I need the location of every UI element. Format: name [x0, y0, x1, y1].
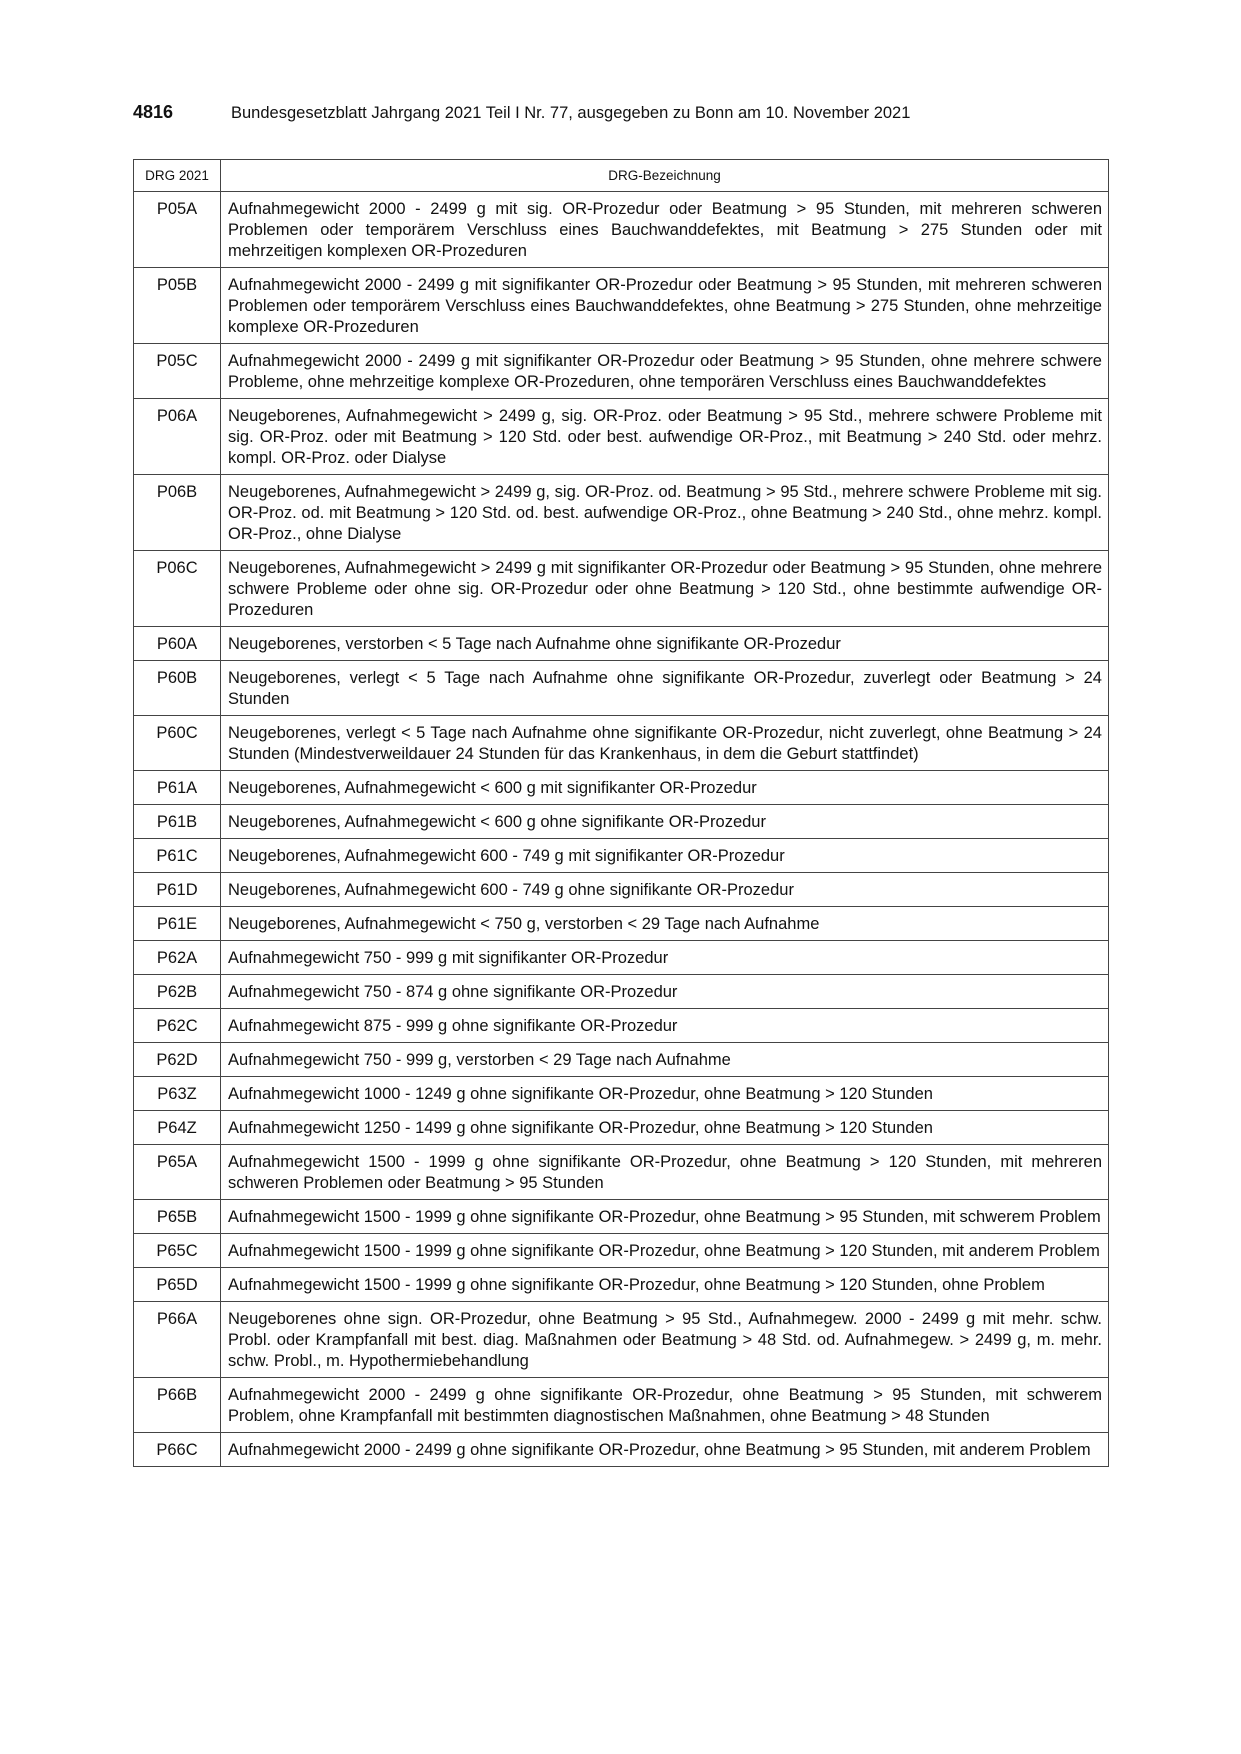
table-row	[134, 873, 1109, 907]
table-row	[134, 192, 1109, 268]
table-row	[134, 268, 1109, 344]
drg-code: P61E	[134, 907, 221, 941]
table-row	[134, 1043, 1109, 1077]
table-row	[134, 1077, 1109, 1111]
drg-description: Aufnahmegewicht 2000 - 2499 g mit signifikanter OR-Prozedur oder Beatmung > 95 Stunden, mit mehreren schweren Problemen oder temporärem Verschluss eines Bauchwanddefektes, ohne Beatmung > 275 Stunden, ohne mehrzeitige komplexe OR-Prozeduren	[221, 268, 1109, 344]
table-row	[134, 627, 1109, 661]
drg-description: Aufnahmegewicht 750 - 874 g ohne signifikante OR-Prozedur	[221, 975, 1109, 1009]
drg-code: P62B	[134, 975, 221, 1009]
drg-code: P60B	[134, 661, 221, 716]
drg-description: Aufnahmegewicht 1250 - 1499 g ohne signifikante OR-Prozedur, ohne Beatmung > 120 Stunden	[221, 1111, 1109, 1145]
drg-code: P61B	[134, 805, 221, 839]
drg-code: P62D	[134, 1043, 221, 1077]
drg-code: P66A	[134, 1302, 221, 1378]
drg-code: P60A	[134, 627, 221, 661]
table-row	[134, 771, 1109, 805]
drg-description: Aufnahmegewicht 1000 - 1249 g ohne signifikante OR-Prozedur, ohne Beatmung > 120 Stunden	[221, 1077, 1109, 1111]
table-row	[134, 716, 1109, 771]
table-header-row	[134, 160, 1109, 192]
table-row	[134, 661, 1109, 716]
table-row	[134, 1200, 1109, 1234]
table-row	[134, 1009, 1109, 1043]
drg-description: Neugeborenes, Aufnahmegewicht > 2499 g mit signifikanter OR-Prozedur oder Beatmung > 95 Stunden, ohne mehrere schwere Probleme oder ohne sig. OR-Prozedur oder ohne Beatmung > 120 Std., ohne bestimmte aufwendige OR-Prozeduren	[221, 551, 1109, 627]
table-row	[134, 839, 1109, 873]
drg-code: P61A	[134, 771, 221, 805]
drg-code: P05A	[134, 192, 221, 268]
table-row	[134, 805, 1109, 839]
drg-description: Aufnahmegewicht 750 - 999 g, verstorben < 29 Tage nach Aufnahme	[221, 1043, 1109, 1077]
publication-title: Bundesgesetzblatt Jahrgang 2021 Teil I Nr. 77, ausgegeben zu Bonn am 10. November 2021	[231, 104, 911, 122]
drg-description: Neugeborenes ohne sign. OR-Prozedur, ohne Beatmung > 95 Std., Aufnahmegew. 2000 - 2499 g mit mehr. schw. Probl. oder Krampfanfall mit best. diag. Maßnahmen oder Beatmung > 48 Std. od. Aufnahmegew. > 2499 g, m. mehr. schw. Probl., m. Hypothermiebehandlung	[221, 1302, 1109, 1378]
drg-code: P65B	[134, 1200, 221, 1234]
table-row	[134, 399, 1109, 475]
drg-code: P65A	[134, 1145, 221, 1200]
drg-code: P06A	[134, 399, 221, 475]
table-row	[134, 344, 1109, 399]
drg-description: Neugeborenes, verlegt < 5 Tage nach Aufnahme ohne signifikante OR-Prozedur, zuverlegt oder Beatmung > 24 Stunden	[221, 661, 1109, 716]
drg-description: Aufnahmegewicht 1500 - 1999 g ohne signifikante OR-Prozedur, ohne Beatmung > 95 Stunden, mit schwerem Problem	[221, 1200, 1109, 1234]
drg-description: Aufnahmegewicht 2000 - 2499 g ohne signifikante OR-Prozedur, ohne Beatmung > 95 Stunden, mit anderem Problem	[221, 1433, 1109, 1467]
drg-code: P61C	[134, 839, 221, 873]
table-row	[134, 941, 1109, 975]
table-row	[134, 551, 1109, 627]
table-row	[134, 1145, 1109, 1200]
drg-description: Neugeborenes, verlegt < 5 Tage nach Aufnahme ohne signifikante OR-Prozedur, nicht zuverlegt, ohne Beatmung > 24 Stunden (Mindestverweildauer 24 Stunden für das Krankenhaus, in dem die Geburt stattfindet)	[221, 716, 1109, 771]
page-header	[133, 101, 1111, 125]
drg-code: P05C	[134, 344, 221, 399]
drg-code: P60C	[134, 716, 221, 771]
drg-code: P63Z	[134, 1077, 221, 1111]
drg-description: Neugeborenes, Aufnahmegewicht < 600 g ohne signifikante OR-Prozedur	[221, 805, 1109, 839]
drg-description: Aufnahmegewicht 750 - 999 g mit signifikanter OR-Prozedur	[221, 941, 1109, 975]
table-body	[134, 192, 1109, 1467]
drg-table	[133, 159, 1109, 1467]
drg-description: Neugeborenes, Aufnahmegewicht > 2499 g, sig. OR-Proz. od. Beatmung > 95 Std., mehrere schwere Probleme mit sig. OR-Proz. od. mit Beatmung > 120 Std. od. best. aufwendige OR-Proz., ohne Beatmung > 240 Std., ohne mehrz. kompl. OR-Proz., ohne Dialyse	[221, 475, 1109, 551]
drg-description: Neugeborenes, Aufnahmegewicht 600 - 749 g mit signifikanter OR-Prozedur	[221, 839, 1109, 873]
table-row	[134, 475, 1109, 551]
drg-description: Aufnahmegewicht 1500 - 1999 g ohne signifikante OR-Prozedur, ohne Beatmung > 120 Stunden, mit anderem Problem	[221, 1234, 1109, 1268]
drg-code: P62A	[134, 941, 221, 975]
drg-code: P05B	[134, 268, 221, 344]
drg-description: Aufnahmegewicht 1500 - 1999 g ohne signifikante OR-Prozedur, ohne Beatmung > 120 Stunden, mit mehreren schweren Problemen oder Beatmung > 95 Stunden	[221, 1145, 1109, 1200]
drg-code: P06C	[134, 551, 221, 627]
drg-description: Aufnahmegewicht 875 - 999 g ohne signifikante OR-Prozedur	[221, 1009, 1109, 1043]
drg-code: P06B	[134, 475, 221, 551]
column-header-bezeichnung: DRG-Bezeichnung	[221, 160, 1109, 192]
column-header-drg: DRG 2021	[134, 160, 221, 192]
drg-code: P61D	[134, 873, 221, 907]
drg-code: P65C	[134, 1234, 221, 1268]
table-row	[134, 1433, 1109, 1467]
drg-description: Neugeborenes, Aufnahmegewicht 600 - 749 g ohne signifikante OR-Prozedur	[221, 873, 1109, 907]
table-row	[134, 907, 1109, 941]
page-number: 4816	[133, 102, 174, 122]
drg-code: P66C	[134, 1433, 221, 1467]
table-row	[134, 975, 1109, 1009]
drg-code: P66B	[134, 1378, 221, 1433]
drg-description: Neugeborenes, verstorben < 5 Tage nach Aufnahme ohne signifikante OR-Prozedur	[221, 627, 1109, 661]
table-row	[134, 1268, 1109, 1302]
drg-description: Aufnahmegewicht 2000 - 2499 g mit signifikanter OR-Prozedur oder Beatmung > 95 Stunden, ohne mehrere schwere Probleme, ohne mehrzeitige komplexe OR-Prozeduren, ohne temporären Verschluss eines Bauchwanddefektes	[221, 344, 1109, 399]
drg-description: Aufnahmegewicht 2000 - 2499 g mit sig. OR-Prozedur oder Beatmung > 95 Stunden, mit mehreren schweren Problemen oder temporärem Verschluss eines Bauchwanddefektes, mit Beatmung > 275 Stunden oder mit mehrzeitigen komplexen OR-Prozeduren	[221, 192, 1109, 268]
drg-description: Neugeborenes, Aufnahmegewicht > 2499 g, sig. OR-Proz. oder Beatmung > 95 Std., mehrere schwere Probleme mit sig. OR-Proz. oder mit Beatmung > 120 Std. oder best. aufwendige OR-Proz., mit Beatmung > 240 Std. oder mehrz. kompl. OR-Proz. oder Dialyse	[221, 399, 1109, 475]
drg-code: P65D	[134, 1268, 221, 1302]
table-row	[134, 1234, 1109, 1268]
drg-code: P62C	[134, 1009, 221, 1043]
table-row	[134, 1302, 1109, 1378]
table-row	[134, 1111, 1109, 1145]
drg-description: Neugeborenes, Aufnahmegewicht < 750 g, verstorben < 29 Tage nach Aufnahme	[221, 907, 1109, 941]
table-row	[134, 1378, 1109, 1433]
drg-description: Neugeborenes, Aufnahmegewicht < 600 g mit signifikanter OR-Prozedur	[221, 771, 1109, 805]
drg-code: P64Z	[134, 1111, 221, 1145]
drg-description: Aufnahmegewicht 1500 - 1999 g ohne signifikante OR-Prozedur, ohne Beatmung > 120 Stunden, ohne Problem	[221, 1268, 1109, 1302]
drg-description: Aufnahmegewicht 2000 - 2499 g ohne signifikante OR-Prozedur, ohne Beatmung > 95 Stunden, mit schwerem Problem, ohne Krampfanfall mit bestimmten diagnostischen Maßnahmen, ohne Beatmung > 48 Stunden	[221, 1378, 1109, 1433]
